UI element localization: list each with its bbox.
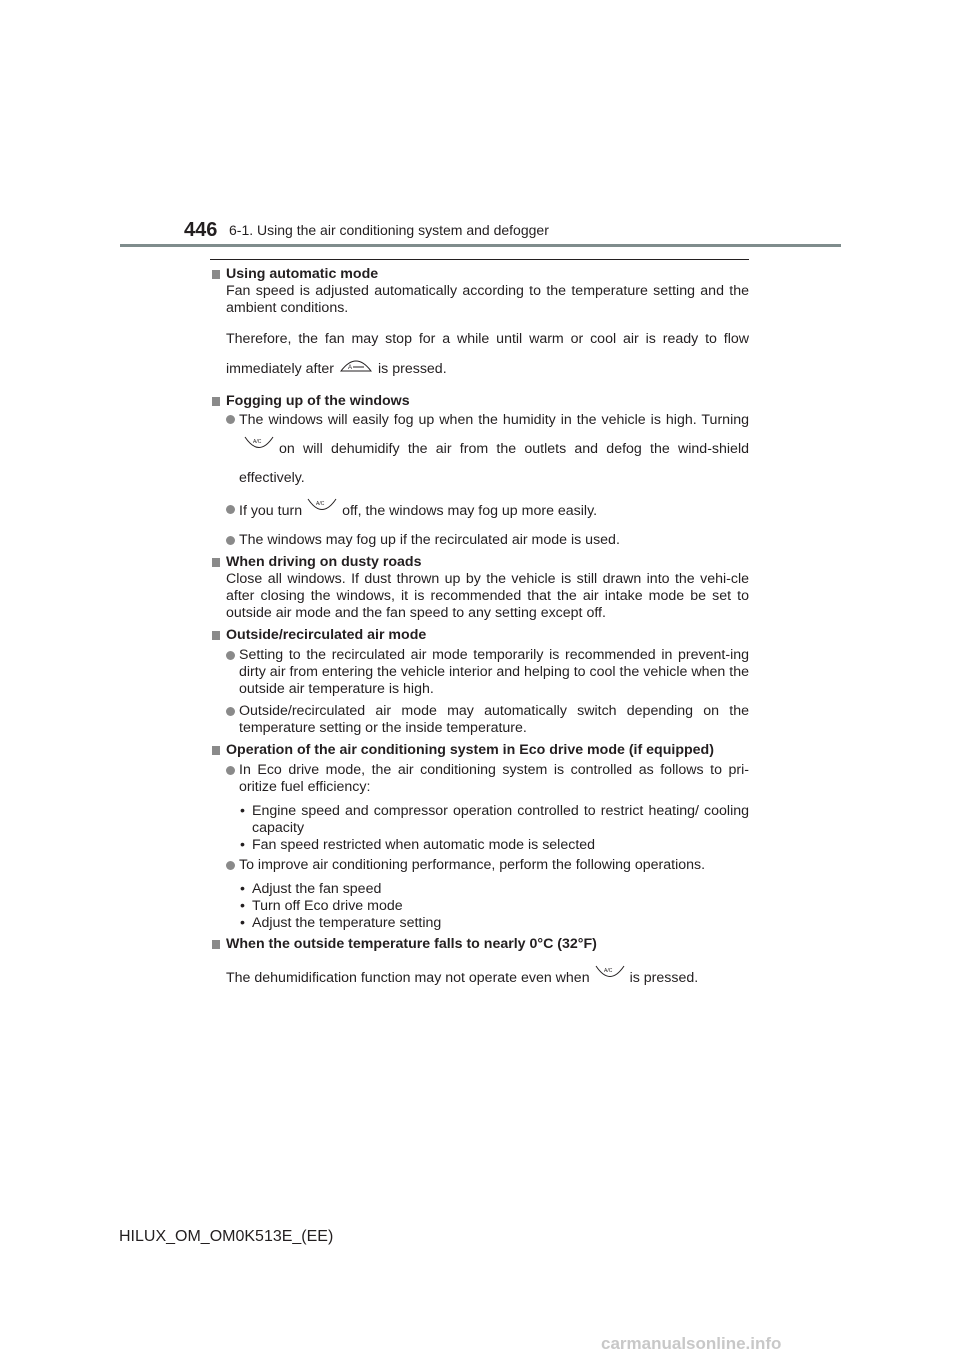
- header-rule: [120, 244, 841, 247]
- paragraph: Fan speed is adjusted automatically according to the temperature setting and the ambient conditions.: [226, 283, 749, 316]
- round-bullet-icon: [226, 536, 235, 545]
- round-bullet-icon: [226, 707, 235, 716]
- section-heading: Using automatic mode: [212, 266, 749, 283]
- section-heading: When the outside temperature falls to nearly 0°C (32°F): [212, 936, 749, 953]
- list-item: Outside/recirculated air mode may automatically switch depending on the temperature setting or the inside temperature.: [212, 703, 749, 737]
- ac-button-icon: [305, 496, 339, 526]
- section-heading: Fogging up of the windows: [212, 393, 749, 410]
- list-item: In Eco drive mode, the air conditioning system is controlled as follows to pri-oritize fuel efficiency:: [212, 762, 749, 796]
- list-item: The windows will easily fog up when the humidity in the vehicle is high. Turning A/C on will dehumidify the air from the outlets and defog the wind-shield effectively.: [212, 406, 749, 492]
- ac-button-icon: [242, 434, 276, 464]
- sub-list-item: • Engine speed and compressor operation controlled to restrict heating/ cooling capacity: [240, 803, 749, 836]
- auto-button-icon: [337, 353, 375, 385]
- section-heading: Operation of the air conditioning system in Eco drive mode (if equipped): [212, 742, 749, 759]
- ac-button-icon: [593, 963, 627, 993]
- paragraph: Close all windows. If dust thrown up by the vehicle is still drawn into the vehi-cle after closing the windows, it is recommended that the air intake mode be set to outside air mode and the fan speed to any setting except off.: [226, 571, 749, 621]
- round-bullet-icon: [226, 766, 235, 775]
- page-content: [212, 266, 749, 993]
- list-item: Setting to the recirculated air mode temporarily is recommended in prevent-ing dirty air from entering the vehicle interior and helping to cool the vehicle when the outside air temperature is high.: [212, 647, 749, 698]
- svg-text:A: A: [348, 365, 353, 371]
- list-item: If you turn A/C off, the windows may fog up more easily.: [212, 496, 749, 526]
- round-bullet-icon: [226, 415, 235, 424]
- sub-list-item: • Adjust the temperature setting: [240, 915, 442, 931]
- section-heading: Outside/recirculated air mode: [212, 627, 749, 644]
- svg-text:A/C: A/C: [253, 439, 262, 445]
- round-bullet-icon: [226, 861, 235, 870]
- round-bullet-icon: [226, 651, 235, 660]
- paragraph: Therefore, the fan may stop for a while until warm or cool air is ready to flow immediately after A is pressed.: [212, 325, 749, 385]
- square-bullet-icon: [212, 746, 220, 755]
- watermark: carmanualsonline.info: [601, 1334, 782, 1353]
- sub-list-item: • Turn off Eco drive mode: [240, 898, 403, 914]
- content-top-rule: [210, 259, 749, 260]
- square-bullet-icon: [212, 397, 220, 406]
- section-title: 6-1. Using the air conditioning system and defogger: [229, 222, 549, 238]
- round-bullet-icon: [226, 505, 235, 514]
- document-code: HILUX_OM_OM0K513E_(EE): [119, 1228, 334, 1245]
- square-bullet-icon: [212, 270, 220, 279]
- list-item: To improve air conditioning performance, perform the following operations.: [212, 857, 749, 874]
- sub-list-item: • Fan speed restricted when automatic mode is selected: [240, 837, 596, 853]
- section-heading: When driving on dusty roads: [212, 554, 749, 571]
- sub-list-item: • Adjust the fan speed: [240, 881, 382, 897]
- svg-text:A/C: A/C: [316, 501, 325, 507]
- square-bullet-icon: [212, 558, 220, 567]
- paragraph: The dehumidification function may not operate even when A/C is pressed.: [212, 963, 749, 993]
- square-bullet-icon: [212, 940, 220, 949]
- svg-text:A/C: A/C: [603, 968, 612, 974]
- list-item: The windows may fog up if the recirculated air mode is used.: [212, 532, 749, 549]
- page-number: 446: [184, 219, 218, 241]
- square-bullet-icon: [212, 631, 220, 640]
